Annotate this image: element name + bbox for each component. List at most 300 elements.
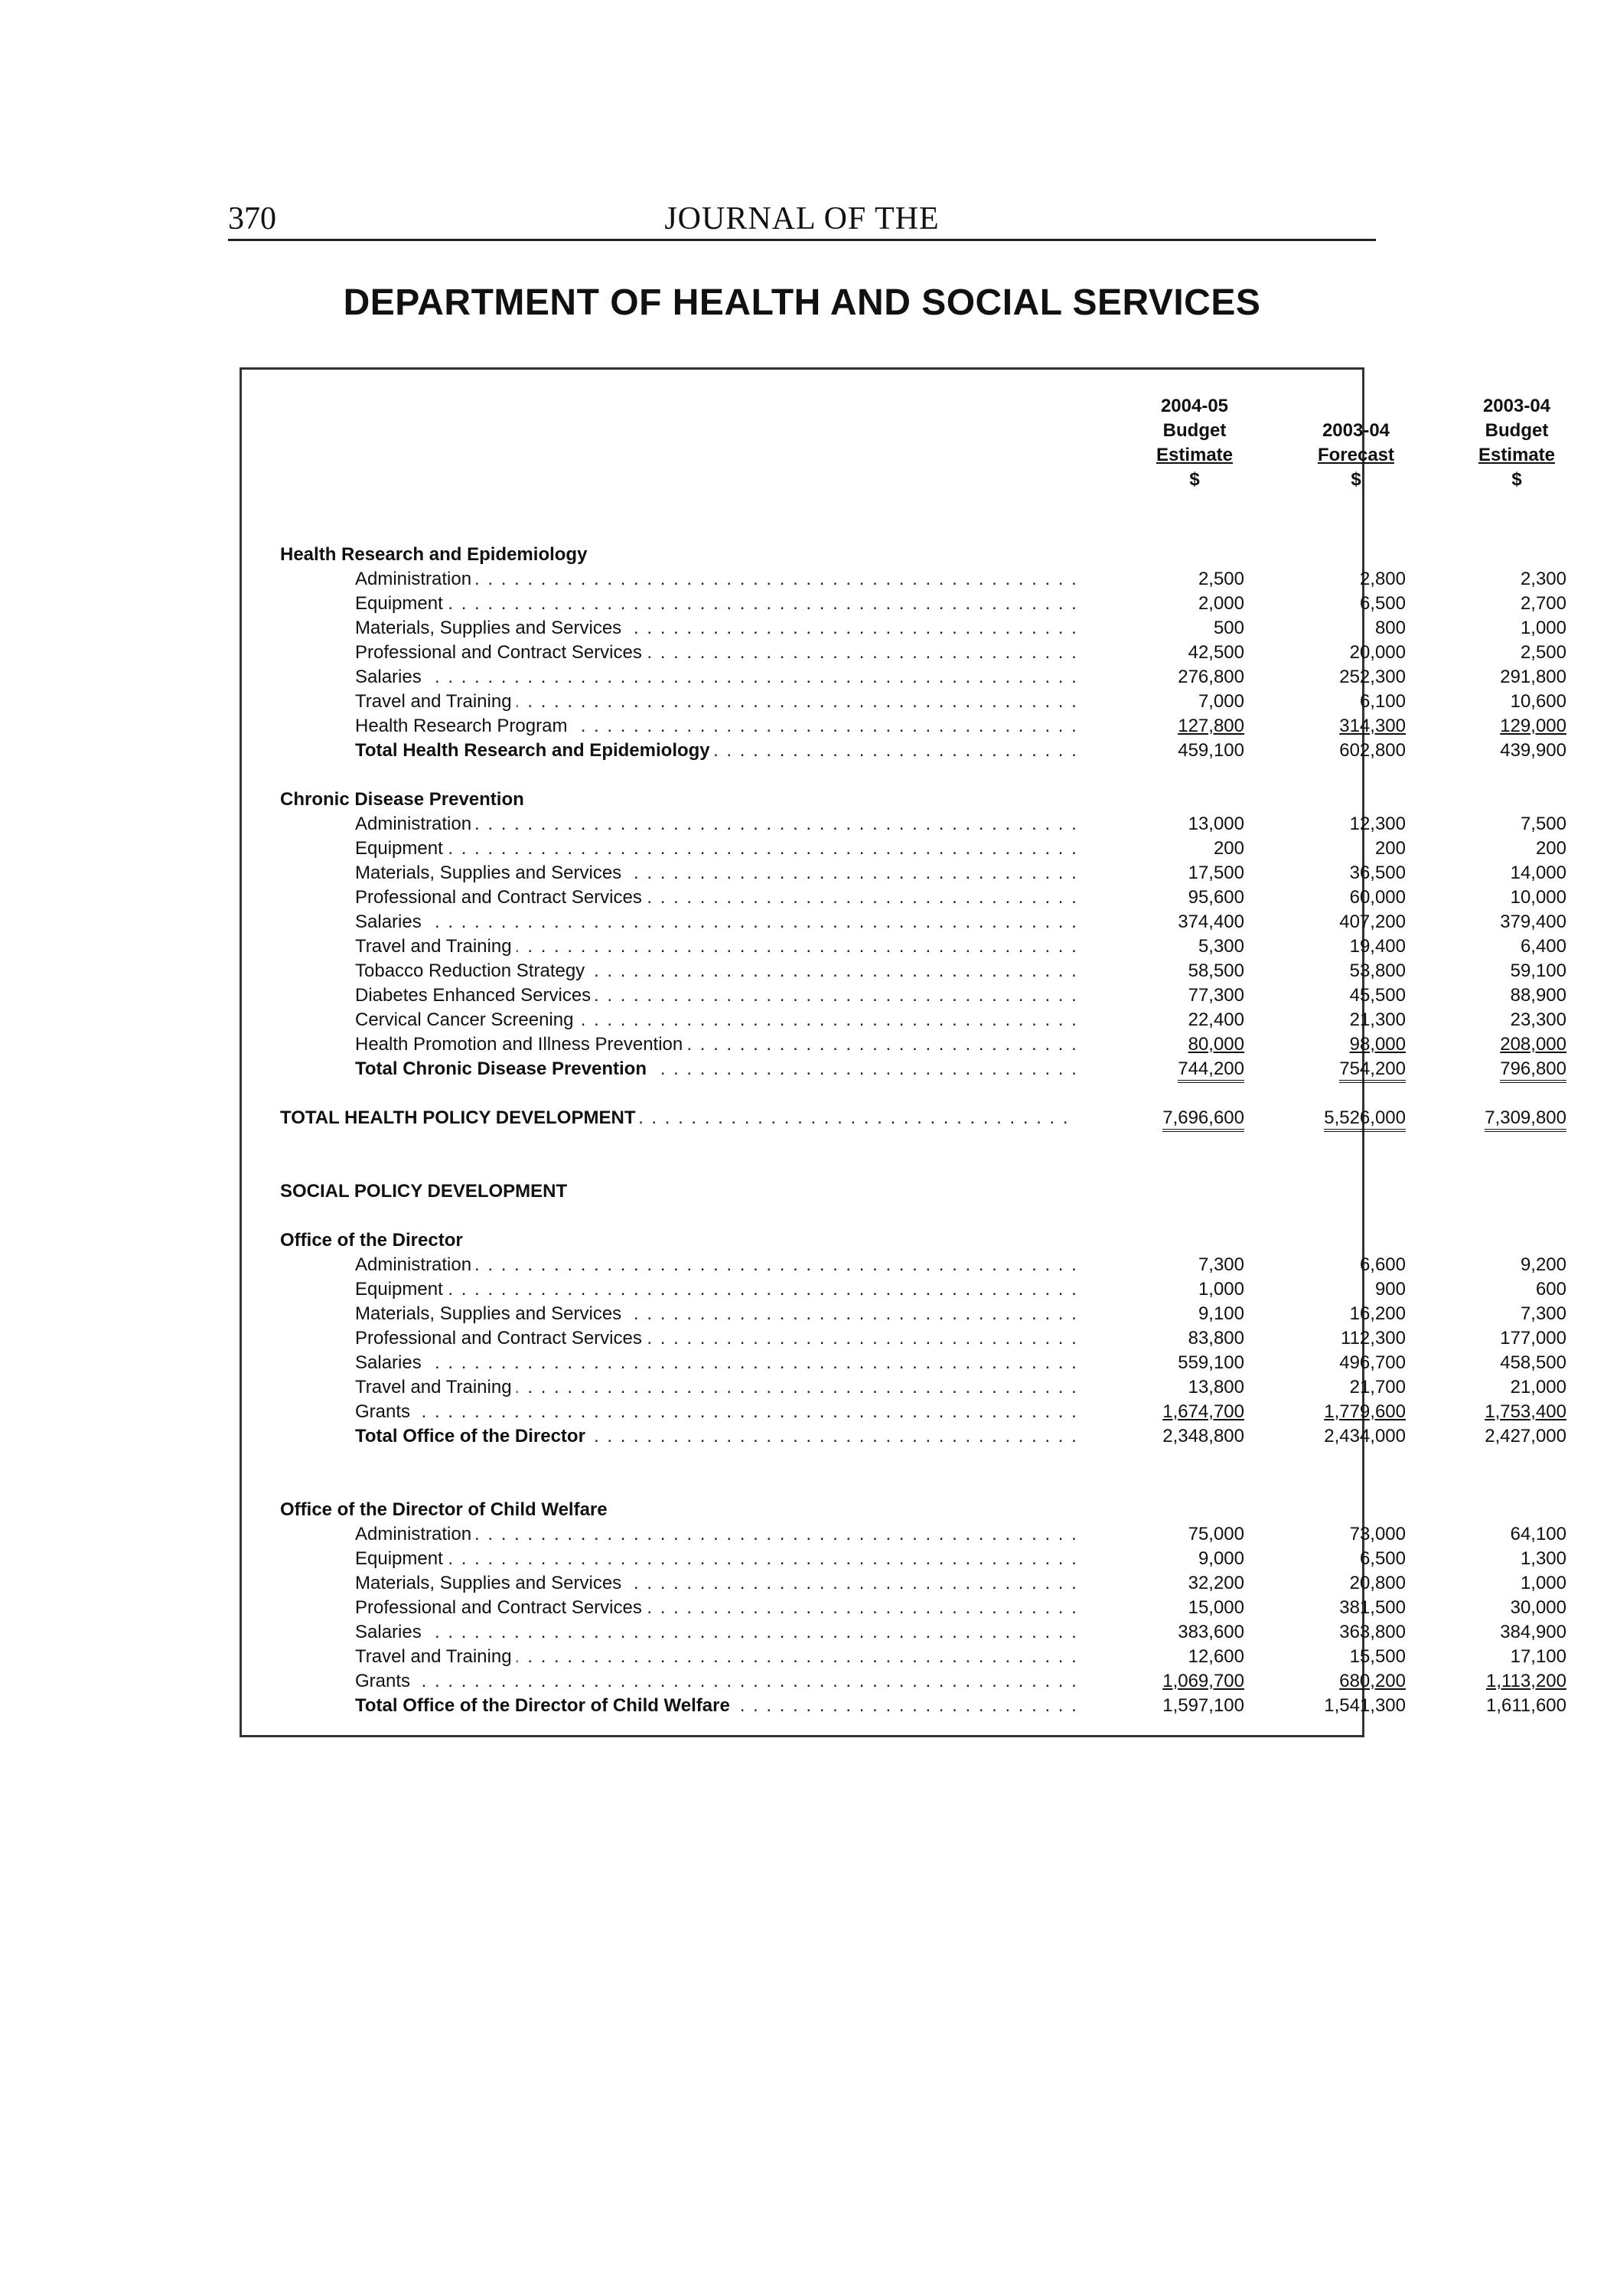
- cell-value-text: 680,200: [1339, 1671, 1406, 1691]
- total-row: [242, 1057, 1566, 1081]
- cell-value-text: 796,800: [1500, 1058, 1566, 1083]
- budget-table: [240, 367, 1566, 1737]
- cell-value: [1436, 592, 1566, 616]
- row-label-text: Travel and Training: [355, 1377, 517, 1397]
- row-label: [355, 616, 1077, 641]
- cell-value-text: 177,000: [1500, 1328, 1566, 1349]
- cell-value: [1436, 1424, 1566, 1449]
- row-spacer: [242, 763, 1362, 788]
- cell-value-text: 10,600: [1510, 691, 1566, 712]
- cell-value: [1276, 1424, 1406, 1449]
- row-label-text: Grants: [355, 1671, 415, 1691]
- row-label-text: Travel and Training: [355, 936, 517, 957]
- cell-value-text: 2,500: [1520, 642, 1566, 663]
- cell-value: [1114, 1522, 1244, 1547]
- cell-value: [1436, 1375, 1566, 1400]
- cell-value-text: 12,600: [1188, 1646, 1244, 1667]
- column-header-line: Budget: [1485, 420, 1549, 441]
- cell-value: [1436, 885, 1566, 910]
- cell-value: [1436, 959, 1566, 983]
- row-label: [355, 812, 1077, 837]
- row-label: [355, 1400, 1077, 1424]
- row-label-text: Diabetes Enhanced Services: [355, 985, 595, 1006]
- row-label: [355, 1669, 1077, 1694]
- cell-value-text: 6,600: [1359, 1254, 1406, 1275]
- cell-value: [1114, 567, 1244, 592]
- cell-value: [1436, 1669, 1566, 1694]
- cell-value: [1436, 812, 1566, 837]
- cell-value: [1114, 910, 1244, 934]
- cell-value-text: 42,500: [1188, 642, 1244, 663]
- cell-value: [1276, 1694, 1406, 1718]
- cell-value: [1114, 739, 1244, 763]
- cell-value: [1276, 665, 1406, 690]
- cell-value-text: 2,348,800: [1162, 1426, 1244, 1446]
- row-label: [355, 1375, 1077, 1400]
- cell-value: [1436, 714, 1566, 739]
- table-row: [242, 983, 1566, 1008]
- row-label-text: Materials, Supplies and Services: [355, 1303, 626, 1324]
- row-label-text: Health Research Program: [355, 716, 572, 736]
- cell-value-text: 2,427,000: [1485, 1426, 1566, 1446]
- cell-value: [1276, 837, 1406, 861]
- cell-value-text: 60,000: [1349, 887, 1406, 908]
- table-row: [242, 1302, 1566, 1326]
- row-label: [280, 1106, 1077, 1130]
- cell-value-text: 53,800: [1349, 960, 1406, 981]
- cell-value-text: 17,100: [1510, 1646, 1566, 1667]
- cell-value: [1276, 983, 1406, 1008]
- row-label-text: Materials, Supplies and Services: [355, 1573, 626, 1593]
- row-label: [355, 934, 1077, 959]
- cell-value-text: 1,113,200: [1486, 1671, 1566, 1691]
- cell-value-text: 7,500: [1520, 814, 1566, 834]
- cell-value-text: 383,600: [1178, 1622, 1244, 1642]
- cell-value-text: 276,800: [1178, 667, 1244, 687]
- cell-value: [1114, 959, 1244, 983]
- cell-value: [1114, 1302, 1244, 1326]
- cell-value: [1276, 1400, 1406, 1424]
- cell-value: [1114, 1106, 1244, 1130]
- cell-value-text: 13,000: [1188, 814, 1244, 834]
- row-label: [355, 1302, 1077, 1326]
- row-label-text: Administration: [355, 814, 476, 834]
- row-label: [355, 1424, 1077, 1449]
- cell-value-text: 21,300: [1349, 1009, 1406, 1030]
- row-label: [355, 861, 1077, 885]
- row-label: [355, 1596, 1077, 1620]
- cell-value-text: 95,600: [1188, 887, 1244, 908]
- cell-value: [1114, 934, 1244, 959]
- cell-value: [1114, 592, 1244, 616]
- cell-value: [1114, 1351, 1244, 1375]
- column-header-line: Forecast: [1317, 445, 1395, 465]
- cell-value-text: 363,800: [1339, 1622, 1406, 1642]
- cell-value-text: 459,100: [1178, 740, 1244, 761]
- table-row: [242, 641, 1566, 665]
- cell-value-text: 2,800: [1359, 569, 1406, 589]
- row-spacer: [242, 1449, 1362, 1498]
- row-label-text: Cervical Cancer Screening: [355, 1009, 578, 1030]
- table-row: [242, 567, 1566, 592]
- cell-value: [1114, 1032, 1244, 1057]
- column-header-2004-05-estimate: [1122, 394, 1267, 492]
- cell-value: [1436, 1547, 1566, 1571]
- row-label-text: Health Promotion and Illness Prevention: [355, 1034, 687, 1055]
- cell-value: [1436, 1106, 1566, 1130]
- column-header-line: Budget: [1162, 420, 1227, 441]
- cell-value-text: 21,000: [1510, 1377, 1566, 1397]
- journal-title: JOURNAL OF THE: [664, 201, 940, 236]
- column-header-line: 2003-04: [1482, 396, 1551, 416]
- table-row: [242, 910, 1566, 934]
- cell-value-text: 22,400: [1188, 1009, 1244, 1030]
- cell-value-text: 2,434,000: [1324, 1426, 1406, 1446]
- cell-value: [1436, 1302, 1566, 1326]
- cell-value-text: 7,696,600: [1162, 1107, 1244, 1132]
- cell-value-text: 496,700: [1339, 1352, 1406, 1373]
- table-row: [242, 1008, 1566, 1032]
- cell-value: [1114, 983, 1244, 1008]
- row-label: [355, 1351, 1077, 1375]
- cell-value: [1436, 616, 1566, 641]
- cell-value-text: 7,300: [1198, 1254, 1244, 1275]
- cell-value: [1436, 641, 1566, 665]
- division-heading: SOCIAL POLICY DEVELOPMENT: [280, 1181, 568, 1202]
- row-label-text: Materials, Supplies and Services: [355, 618, 626, 638]
- row-label: [355, 1032, 1077, 1057]
- row-label: [355, 1253, 1077, 1277]
- cell-value: [1276, 616, 1406, 641]
- row-label-text: Professional and Contract Services: [355, 1328, 647, 1349]
- cell-value-text: 58,500: [1188, 960, 1244, 981]
- row-spacer: [242, 1204, 1362, 1228]
- cell-value-text: 73,000: [1349, 1524, 1406, 1544]
- cell-value: [1276, 1522, 1406, 1547]
- cell-value: [1436, 1253, 1566, 1277]
- cell-value: [1276, 1057, 1406, 1081]
- cell-value: [1436, 1277, 1566, 1302]
- table-body: [242, 543, 1566, 1718]
- cell-value: [1114, 1620, 1244, 1645]
- cell-value: [1114, 837, 1244, 861]
- cell-value-text: 200: [1535, 838, 1566, 859]
- cell-value-text: 64,100: [1510, 1524, 1566, 1544]
- cell-value-text: 1,753,400: [1485, 1401, 1566, 1422]
- cell-value: [1276, 861, 1406, 885]
- cell-value-text: 88,900: [1510, 985, 1566, 1006]
- table-row: [242, 1596, 1566, 1620]
- row-label-text: Professional and Contract Services: [355, 642, 647, 663]
- column-header-spacer: [1283, 394, 1429, 419]
- department-title: DEPARTMENT OF HEALTH AND SOCIAL SERVICES: [343, 282, 1261, 323]
- cell-value-text: 12,300: [1349, 814, 1406, 834]
- row-label-text: Grants: [355, 1401, 415, 1422]
- row-label: [355, 885, 1077, 910]
- cell-value-text: 381,500: [1339, 1597, 1406, 1618]
- row-label: [355, 1277, 1077, 1302]
- table-row: [242, 885, 1566, 910]
- column-header-line: 2004-05: [1160, 396, 1229, 416]
- cell-value-text: 19,400: [1349, 936, 1406, 957]
- table-row: [242, 1547, 1566, 1571]
- cell-value: [1276, 1669, 1406, 1694]
- cell-value: [1114, 1008, 1244, 1032]
- cell-value: [1114, 1694, 1244, 1718]
- cell-value: [1276, 1351, 1406, 1375]
- cell-value-text: 16,200: [1349, 1303, 1406, 1324]
- total-row: [242, 1424, 1566, 1449]
- cell-value-text: 744,200: [1178, 1058, 1244, 1083]
- column-header-unit: $: [1511, 469, 1522, 490]
- row-label-text: Total Office of the Director: [355, 1426, 590, 1446]
- cell-value-text: 407,200: [1339, 912, 1406, 932]
- row-label-text: Equipment: [355, 593, 448, 614]
- table-row: [242, 714, 1566, 739]
- cell-value: [1436, 1057, 1566, 1081]
- cell-value: [1436, 567, 1566, 592]
- cell-value-text: 6,100: [1359, 691, 1406, 712]
- row-label: [355, 910, 1077, 934]
- cell-value: [1436, 837, 1566, 861]
- cell-value-text: 80,000: [1188, 1034, 1244, 1055]
- cell-value: [1276, 1302, 1406, 1326]
- cell-value: [1114, 1669, 1244, 1694]
- row-label: [355, 1547, 1077, 1571]
- cell-value: [1276, 1326, 1406, 1351]
- grand-total-row: [242, 1106, 1566, 1130]
- cell-value: [1276, 934, 1406, 959]
- cell-value-text: 98,000: [1349, 1034, 1406, 1055]
- row-label-text: Administration: [355, 1524, 476, 1544]
- cell-value: [1276, 1547, 1406, 1571]
- cell-value: [1276, 959, 1406, 983]
- cell-value: [1276, 690, 1406, 714]
- cell-value: [1114, 616, 1244, 641]
- row-label-text: Salaries: [355, 667, 426, 687]
- row-label: [355, 1057, 1077, 1081]
- row-label-text: Administration: [355, 569, 476, 589]
- row-label-text: Salaries: [355, 912, 426, 932]
- cell-value-text: 754,200: [1339, 1058, 1406, 1083]
- cell-value: [1276, 714, 1406, 739]
- row-label: [355, 567, 1077, 592]
- row-label-text: Equipment: [355, 1548, 448, 1569]
- row-label-text: Tobacco Reduction Strategy: [355, 960, 589, 981]
- cell-value-text: 379,400: [1500, 912, 1566, 932]
- row-spacer: [242, 1130, 1362, 1179]
- row-label-text: Total Health Research and Epidemiology: [355, 740, 715, 761]
- cell-value-text: 14,000: [1510, 863, 1566, 883]
- cell-value-text: 602,800: [1339, 740, 1406, 761]
- cell-value-text: 374,400: [1178, 912, 1244, 932]
- total-row: [242, 1694, 1566, 1718]
- cell-value-text: 7,300: [1520, 1303, 1566, 1324]
- cell-value: [1114, 1571, 1244, 1596]
- cell-value: [1114, 1277, 1244, 1302]
- total-row: [242, 739, 1566, 763]
- row-label: [355, 592, 1077, 616]
- row-label-text: Salaries: [355, 1622, 426, 1642]
- cell-value-text: 45,500: [1349, 985, 1406, 1006]
- column-header-line: Estimate: [1478, 445, 1556, 465]
- cell-value-text: 7,000: [1198, 691, 1244, 712]
- table-row: [242, 1351, 1566, 1375]
- table-row: [242, 1571, 1566, 1596]
- section-heading: Office of the Director: [280, 1230, 463, 1251]
- cell-value: [1436, 983, 1566, 1008]
- row-label: [355, 1522, 1077, 1547]
- cell-value-text: 458,500: [1500, 1352, 1566, 1373]
- cell-value-text: 800: [1374, 618, 1406, 638]
- row-label: [355, 690, 1077, 714]
- row-label-text: Total Chronic Disease Prevention: [355, 1058, 651, 1079]
- column-header-unit: $: [1351, 469, 1361, 490]
- cell-value-text: 13,800: [1188, 1377, 1244, 1397]
- cell-value-text: 6,500: [1359, 1548, 1406, 1569]
- table-row: [242, 616, 1566, 641]
- column-header-2003-04-forecast: [1283, 394, 1429, 492]
- cell-value: [1276, 641, 1406, 665]
- cell-value: [1114, 1400, 1244, 1424]
- cell-value: [1276, 1106, 1406, 1130]
- table-row: [242, 1253, 1566, 1277]
- cell-value-text: 559,100: [1178, 1352, 1244, 1373]
- row-label-text: Salaries: [355, 1352, 426, 1373]
- cell-value-text: 1,779,600: [1324, 1401, 1406, 1422]
- table-row: [242, 1620, 1566, 1645]
- cell-value-text: 252,300: [1339, 667, 1406, 687]
- row-label-text: Materials, Supplies and Services: [355, 863, 626, 883]
- cell-value: [1436, 934, 1566, 959]
- cell-value: [1114, 1326, 1244, 1351]
- table-row: [242, 592, 1566, 616]
- cell-value-text: 2,300: [1520, 569, 1566, 589]
- cell-value: [1114, 861, 1244, 885]
- cell-value: [1436, 1645, 1566, 1669]
- cell-value: [1436, 1032, 1566, 1057]
- table-row: [242, 934, 1566, 959]
- cell-value-text: 1,674,700: [1162, 1401, 1244, 1422]
- table-row: [242, 959, 1566, 983]
- row-label-text: TOTAL HEALTH POLICY DEVELOPMENT: [280, 1107, 640, 1128]
- row-label: [355, 959, 1077, 983]
- row-spacer: [242, 1081, 1362, 1106]
- table-row: [242, 1277, 1566, 1302]
- cell-value-text: 1,300: [1520, 1548, 1566, 1569]
- cell-value: [1276, 1008, 1406, 1032]
- cell-value-text: 77,300: [1188, 985, 1244, 1006]
- cell-value-text: 59,100: [1510, 960, 1566, 981]
- cell-value-text: 2,700: [1520, 593, 1566, 614]
- table-row: [242, 690, 1566, 714]
- row-label: [355, 739, 1077, 763]
- row-label: [355, 665, 1077, 690]
- column-header-unit: $: [1189, 469, 1200, 490]
- cell-value: [1114, 1253, 1244, 1277]
- cell-value-text: 10,000: [1510, 887, 1566, 908]
- cell-value: [1114, 665, 1244, 690]
- row-label-text: Professional and Contract Services: [355, 887, 647, 908]
- cell-value-text: 20,000: [1349, 642, 1406, 663]
- cell-value-text: 600: [1535, 1279, 1566, 1300]
- table-row: [242, 861, 1566, 885]
- table-row: [242, 1032, 1566, 1057]
- page-number: 370: [228, 201, 276, 236]
- row-label: [355, 1694, 1077, 1718]
- cell-value: [1436, 1351, 1566, 1375]
- cell-value-text: 127,800: [1178, 716, 1244, 736]
- row-label-text: Administration: [355, 1254, 476, 1275]
- section-heading: Health Research and Epidemiology: [280, 544, 588, 565]
- cell-value-text: 1,069,700: [1162, 1671, 1244, 1691]
- table-row: [242, 665, 1566, 690]
- cell-value-text: 23,300: [1510, 1009, 1566, 1030]
- cell-value-text: 83,800: [1188, 1328, 1244, 1349]
- cell-value: [1276, 1571, 1406, 1596]
- cell-value: [1114, 1547, 1244, 1571]
- cell-value-text: 9,100: [1198, 1303, 1244, 1324]
- cell-value: [1436, 910, 1566, 934]
- cell-value: [1276, 885, 1406, 910]
- cell-value-text: 439,900: [1500, 740, 1566, 761]
- row-label: [355, 1571, 1077, 1596]
- cell-value: [1114, 1375, 1244, 1400]
- cell-value-text: 500: [1213, 618, 1244, 638]
- table-row: [242, 1400, 1566, 1424]
- cell-value: [1114, 690, 1244, 714]
- cell-value-text: 30,000: [1510, 1597, 1566, 1618]
- cell-value-text: 9,000: [1198, 1548, 1244, 1569]
- cell-value-text: 1,541,300: [1324, 1695, 1406, 1716]
- cell-value-text: 20,800: [1349, 1573, 1406, 1593]
- cell-value: [1436, 739, 1566, 763]
- row-label-text: Equipment: [355, 1279, 448, 1300]
- cell-value-text: 5,526,000: [1324, 1107, 1406, 1132]
- cell-value: [1436, 1571, 1566, 1596]
- cell-value: [1276, 1596, 1406, 1620]
- cell-value: [1276, 567, 1406, 592]
- row-label: [355, 983, 1077, 1008]
- row-label-text: Travel and Training: [355, 1646, 517, 1667]
- cell-value-text: 1,000: [1520, 1573, 1566, 1593]
- cell-value: [1436, 1400, 1566, 1424]
- column-header-2003-04-estimate: [1444, 394, 1589, 492]
- cell-value: [1436, 1596, 1566, 1620]
- cell-value: [1436, 1522, 1566, 1547]
- cell-value: [1436, 861, 1566, 885]
- table-row: [242, 1326, 1566, 1351]
- cell-value: [1114, 1645, 1244, 1669]
- cell-value-text: 75,000: [1188, 1524, 1244, 1544]
- table-row: [242, 1375, 1566, 1400]
- cell-value-text: 17,500: [1188, 863, 1244, 883]
- cell-value-text: 1,611,600: [1486, 1695, 1566, 1716]
- cell-value-text: 6,400: [1520, 936, 1566, 957]
- cell-value: [1114, 885, 1244, 910]
- cell-value: [1114, 1596, 1244, 1620]
- cell-value: [1276, 1277, 1406, 1302]
- table-row: [242, 1669, 1566, 1694]
- cell-value-text: 32,200: [1188, 1573, 1244, 1593]
- cell-value-text: 5,300: [1198, 936, 1244, 957]
- column-header-line: 2003-04: [1322, 420, 1390, 441]
- row-label-text: Total Office of the Director of Child Welfare: [355, 1695, 735, 1716]
- row-label-text: Travel and Training: [355, 691, 517, 712]
- cell-value-text: 384,900: [1500, 1622, 1566, 1642]
- cell-value: [1114, 812, 1244, 837]
- running-head: [228, 201, 1376, 241]
